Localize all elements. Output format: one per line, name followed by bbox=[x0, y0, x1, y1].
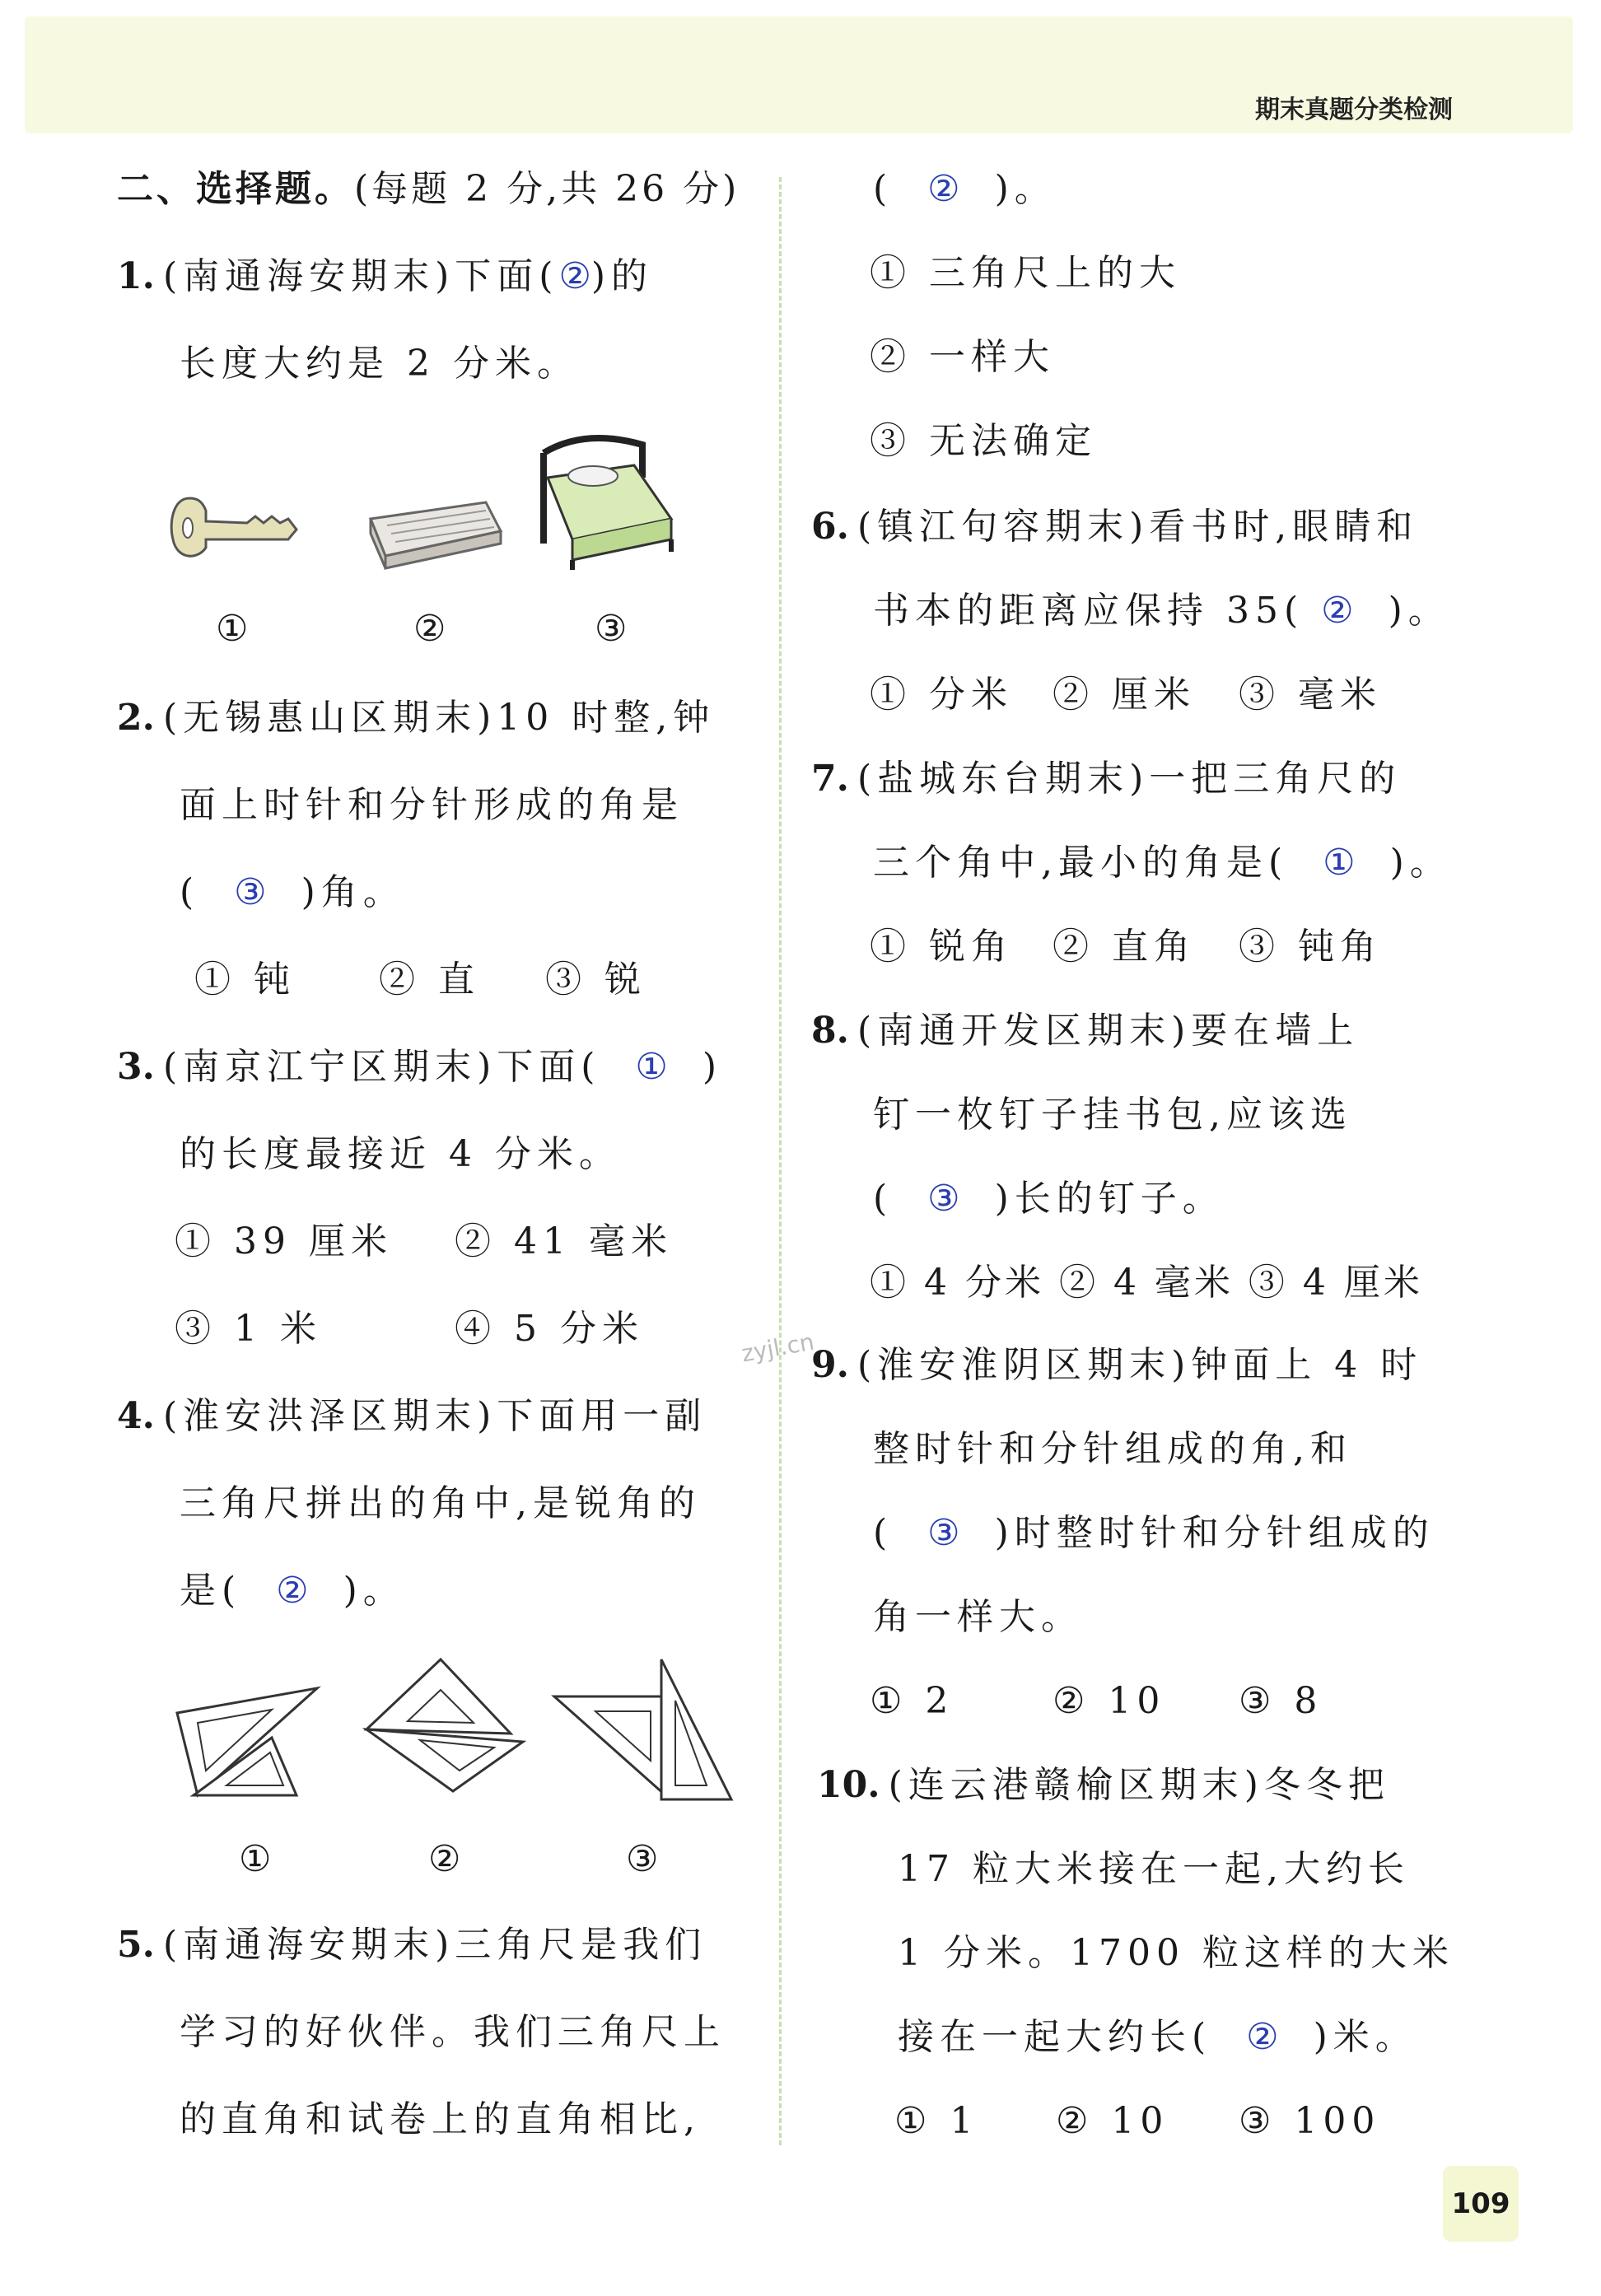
question-text: )。 bbox=[1389, 842, 1452, 884]
question-2-line2: 面上时针和分针形成的角是 bbox=[180, 784, 684, 826]
triangle-rulers-icon bbox=[362, 1655, 527, 1795]
option: ② 10 bbox=[1056, 2100, 1169, 2142]
answer-mark: ② bbox=[1246, 2016, 1279, 2058]
question-text: (淮安淮阴区期末)钟面上 4 时 bbox=[857, 1344, 1423, 1386]
question-text: (南通开发区期末)要在墙上 bbox=[857, 1010, 1360, 1052]
figure-label: ② bbox=[413, 608, 446, 650]
eraser-icon bbox=[354, 486, 506, 576]
question-text: 三个角中,最小的角是( bbox=[873, 842, 1289, 884]
question-6-line1 bbox=[811, 506, 1419, 548]
option: ② 一样大 bbox=[870, 336, 1055, 378]
question-text: (无锡惠山区期末)10 时整,钟 bbox=[162, 697, 716, 739]
question-2-line3 bbox=[180, 871, 405, 913]
triangle-rulers-icon bbox=[550, 1655, 735, 1804]
question-9-line1 bbox=[811, 1344, 1423, 1386]
answer-mark: ③ bbox=[234, 871, 267, 913]
answer-mark: ② bbox=[927, 168, 960, 210]
question-10-line3: 1 分米。1700 粒这样的大米 bbox=[898, 1932, 1454, 1974]
question-text: (南通海安期末)下面( bbox=[162, 255, 559, 297]
question-text: 接在一起大约长( bbox=[898, 2016, 1212, 2058]
question-number: 1. bbox=[117, 255, 155, 297]
question-text: 是( bbox=[180, 1570, 242, 1612]
question-text: )米。 bbox=[1313, 2016, 1417, 2058]
question-1-line2: 长度大约是 2 分米。 bbox=[180, 343, 579, 385]
question-1-line1 bbox=[117, 255, 654, 297]
question-9-line4: 角一样大。 bbox=[873, 1596, 1083, 1638]
question-text: )时整时针和分针组成的 bbox=[994, 1512, 1435, 1554]
option: ③ 无法确定 bbox=[870, 420, 1097, 462]
figure-label: ① bbox=[216, 608, 249, 650]
question-text: ( bbox=[873, 1178, 894, 1220]
question-text: (淮安洪泽区期末)下面用一副 bbox=[162, 1395, 707, 1437]
question-text: )长的钉子。 bbox=[994, 1178, 1225, 1220]
question-10-line1 bbox=[817, 1764, 1390, 1806]
answer-mark: ② bbox=[276, 1570, 309, 1612]
question-8-line3 bbox=[873, 1178, 1225, 1220]
question-3-line2: 的长度最接近 4 分米。 bbox=[180, 1133, 621, 1175]
option: ② 41 毫米 bbox=[455, 1220, 673, 1262]
option-row: ① 4 分米 ② 4 毫米 ③ 4 厘米 bbox=[870, 1262, 1423, 1304]
question-number: 8. bbox=[811, 1010, 849, 1052]
question-number: 4. bbox=[117, 1395, 155, 1437]
figure-label: ① bbox=[239, 1838, 272, 1880]
question-4-line1 bbox=[117, 1395, 707, 1437]
option: ① 锐角 bbox=[870, 926, 1013, 968]
option: ① 2 bbox=[870, 1680, 955, 1722]
header-title: 期末真题分类检测 bbox=[1255, 96, 1453, 124]
page-number: 109 bbox=[1443, 2166, 1519, 2242]
question-text: )。 bbox=[994, 168, 1057, 210]
option: ③ 钝角 bbox=[1239, 926, 1382, 968]
question-7-line2 bbox=[873, 842, 1452, 884]
question-5-line1 bbox=[117, 1924, 707, 1966]
option: ② 直 bbox=[379, 959, 480, 1001]
question-text: )的 bbox=[590, 255, 654, 297]
question-9-line2: 整时针和分针组成的角,和 bbox=[873, 1428, 1352, 1470]
section-title-text: 二、选择题。 bbox=[117, 168, 354, 210]
triangle-rulers-icon bbox=[173, 1680, 321, 1804]
question-2-line1 bbox=[117, 697, 716, 739]
bed-icon bbox=[535, 428, 679, 572]
option: ③ 8 bbox=[1239, 1680, 1323, 1722]
option: ④ 5 分米 bbox=[455, 1308, 644, 1350]
answer-mark: ② bbox=[558, 255, 591, 297]
key-icon bbox=[165, 482, 305, 572]
question-8-line1 bbox=[811, 1010, 1360, 1052]
question-text: (连云港赣榆区期末)冬冬把 bbox=[888, 1764, 1390, 1806]
question-text: )角。 bbox=[301, 871, 405, 913]
question-text: (南通海安期末)三角尺是我们 bbox=[162, 1924, 707, 1966]
question-number: 10. bbox=[817, 1764, 880, 1806]
question-text: ( bbox=[873, 168, 894, 210]
question-8-line2: 钉一枚钉子挂书包,应该选 bbox=[873, 1094, 1352, 1136]
section-title bbox=[117, 168, 740, 210]
figure-label: ③ bbox=[595, 608, 628, 650]
figure-label: ② bbox=[428, 1838, 461, 1880]
option: ③ 100 bbox=[1239, 2100, 1381, 2142]
option: ① 分米 bbox=[870, 674, 1013, 716]
option: ③ 锐 bbox=[545, 959, 646, 1001]
figure-label: ③ bbox=[626, 1838, 659, 1880]
option: ① 39 厘米 bbox=[175, 1220, 393, 1262]
question-10-line2: 17 粒大米接在一起,大约长 bbox=[898, 1848, 1410, 1890]
column-divider bbox=[779, 177, 782, 2145]
question-number: 3. bbox=[117, 1046, 155, 1088]
question-number: 2. bbox=[117, 697, 155, 739]
question-5-line2: 学习的好伙伴。我们三角尺上 bbox=[180, 2011, 726, 2053]
question-text: ( bbox=[180, 871, 200, 913]
question-text: (盐城东台期末)一把三角尺的 bbox=[857, 758, 1402, 800]
question-number: 6. bbox=[811, 506, 849, 548]
answer-mark: ② bbox=[1321, 590, 1354, 632]
answer-mark: ① bbox=[635, 1046, 668, 1088]
question-text: )。 bbox=[1388, 590, 1450, 632]
option: ② 直角 bbox=[1053, 926, 1196, 968]
option: ② 厘米 bbox=[1053, 674, 1196, 716]
question-4-line3 bbox=[180, 1570, 405, 1612]
option: ③ 1 米 bbox=[175, 1308, 322, 1350]
question-3-line1 bbox=[117, 1046, 723, 1088]
question-5-line3: 的直角和试卷上的直角相比, bbox=[180, 2098, 701, 2140]
question-text: (南京江宁区期末)下面( bbox=[162, 1046, 601, 1088]
question-text: 书本的距离应保持 35( bbox=[873, 590, 1305, 632]
question-6-line2 bbox=[873, 590, 1450, 632]
option: ② 10 bbox=[1053, 1680, 1166, 1722]
answer-mark: ③ bbox=[927, 1178, 960, 1220]
question-7-line1 bbox=[811, 758, 1402, 800]
question-text: ) bbox=[702, 1046, 723, 1088]
option: ① 钝 bbox=[194, 959, 296, 1001]
question-10-line4 bbox=[898, 2016, 1417, 2058]
question-9-line3 bbox=[873, 1512, 1435, 1554]
watermark: zyjl.cn bbox=[739, 1328, 817, 1368]
section-note: (每题 2 分,共 26 分) bbox=[354, 168, 740, 210]
question-text: ( bbox=[873, 1512, 894, 1554]
option: ① 1 bbox=[894, 2100, 979, 2142]
option: ③ 毫米 bbox=[1239, 674, 1382, 716]
question-text: (镇江句容期末)看书时,眼睛和 bbox=[857, 506, 1419, 548]
option: ① 三角尺上的大 bbox=[870, 252, 1181, 294]
question-number: 7. bbox=[811, 758, 849, 800]
question-5-line4 bbox=[873, 168, 1057, 210]
question-text: )。 bbox=[343, 1570, 405, 1612]
answer-mark: ① bbox=[1323, 842, 1356, 884]
answer-mark: ③ bbox=[927, 1512, 960, 1554]
question-number: 5. bbox=[117, 1924, 155, 1966]
question-4-line2: 三角尺拼出的角中,是锐角的 bbox=[180, 1482, 701, 1524]
question-number: 9. bbox=[811, 1344, 849, 1386]
